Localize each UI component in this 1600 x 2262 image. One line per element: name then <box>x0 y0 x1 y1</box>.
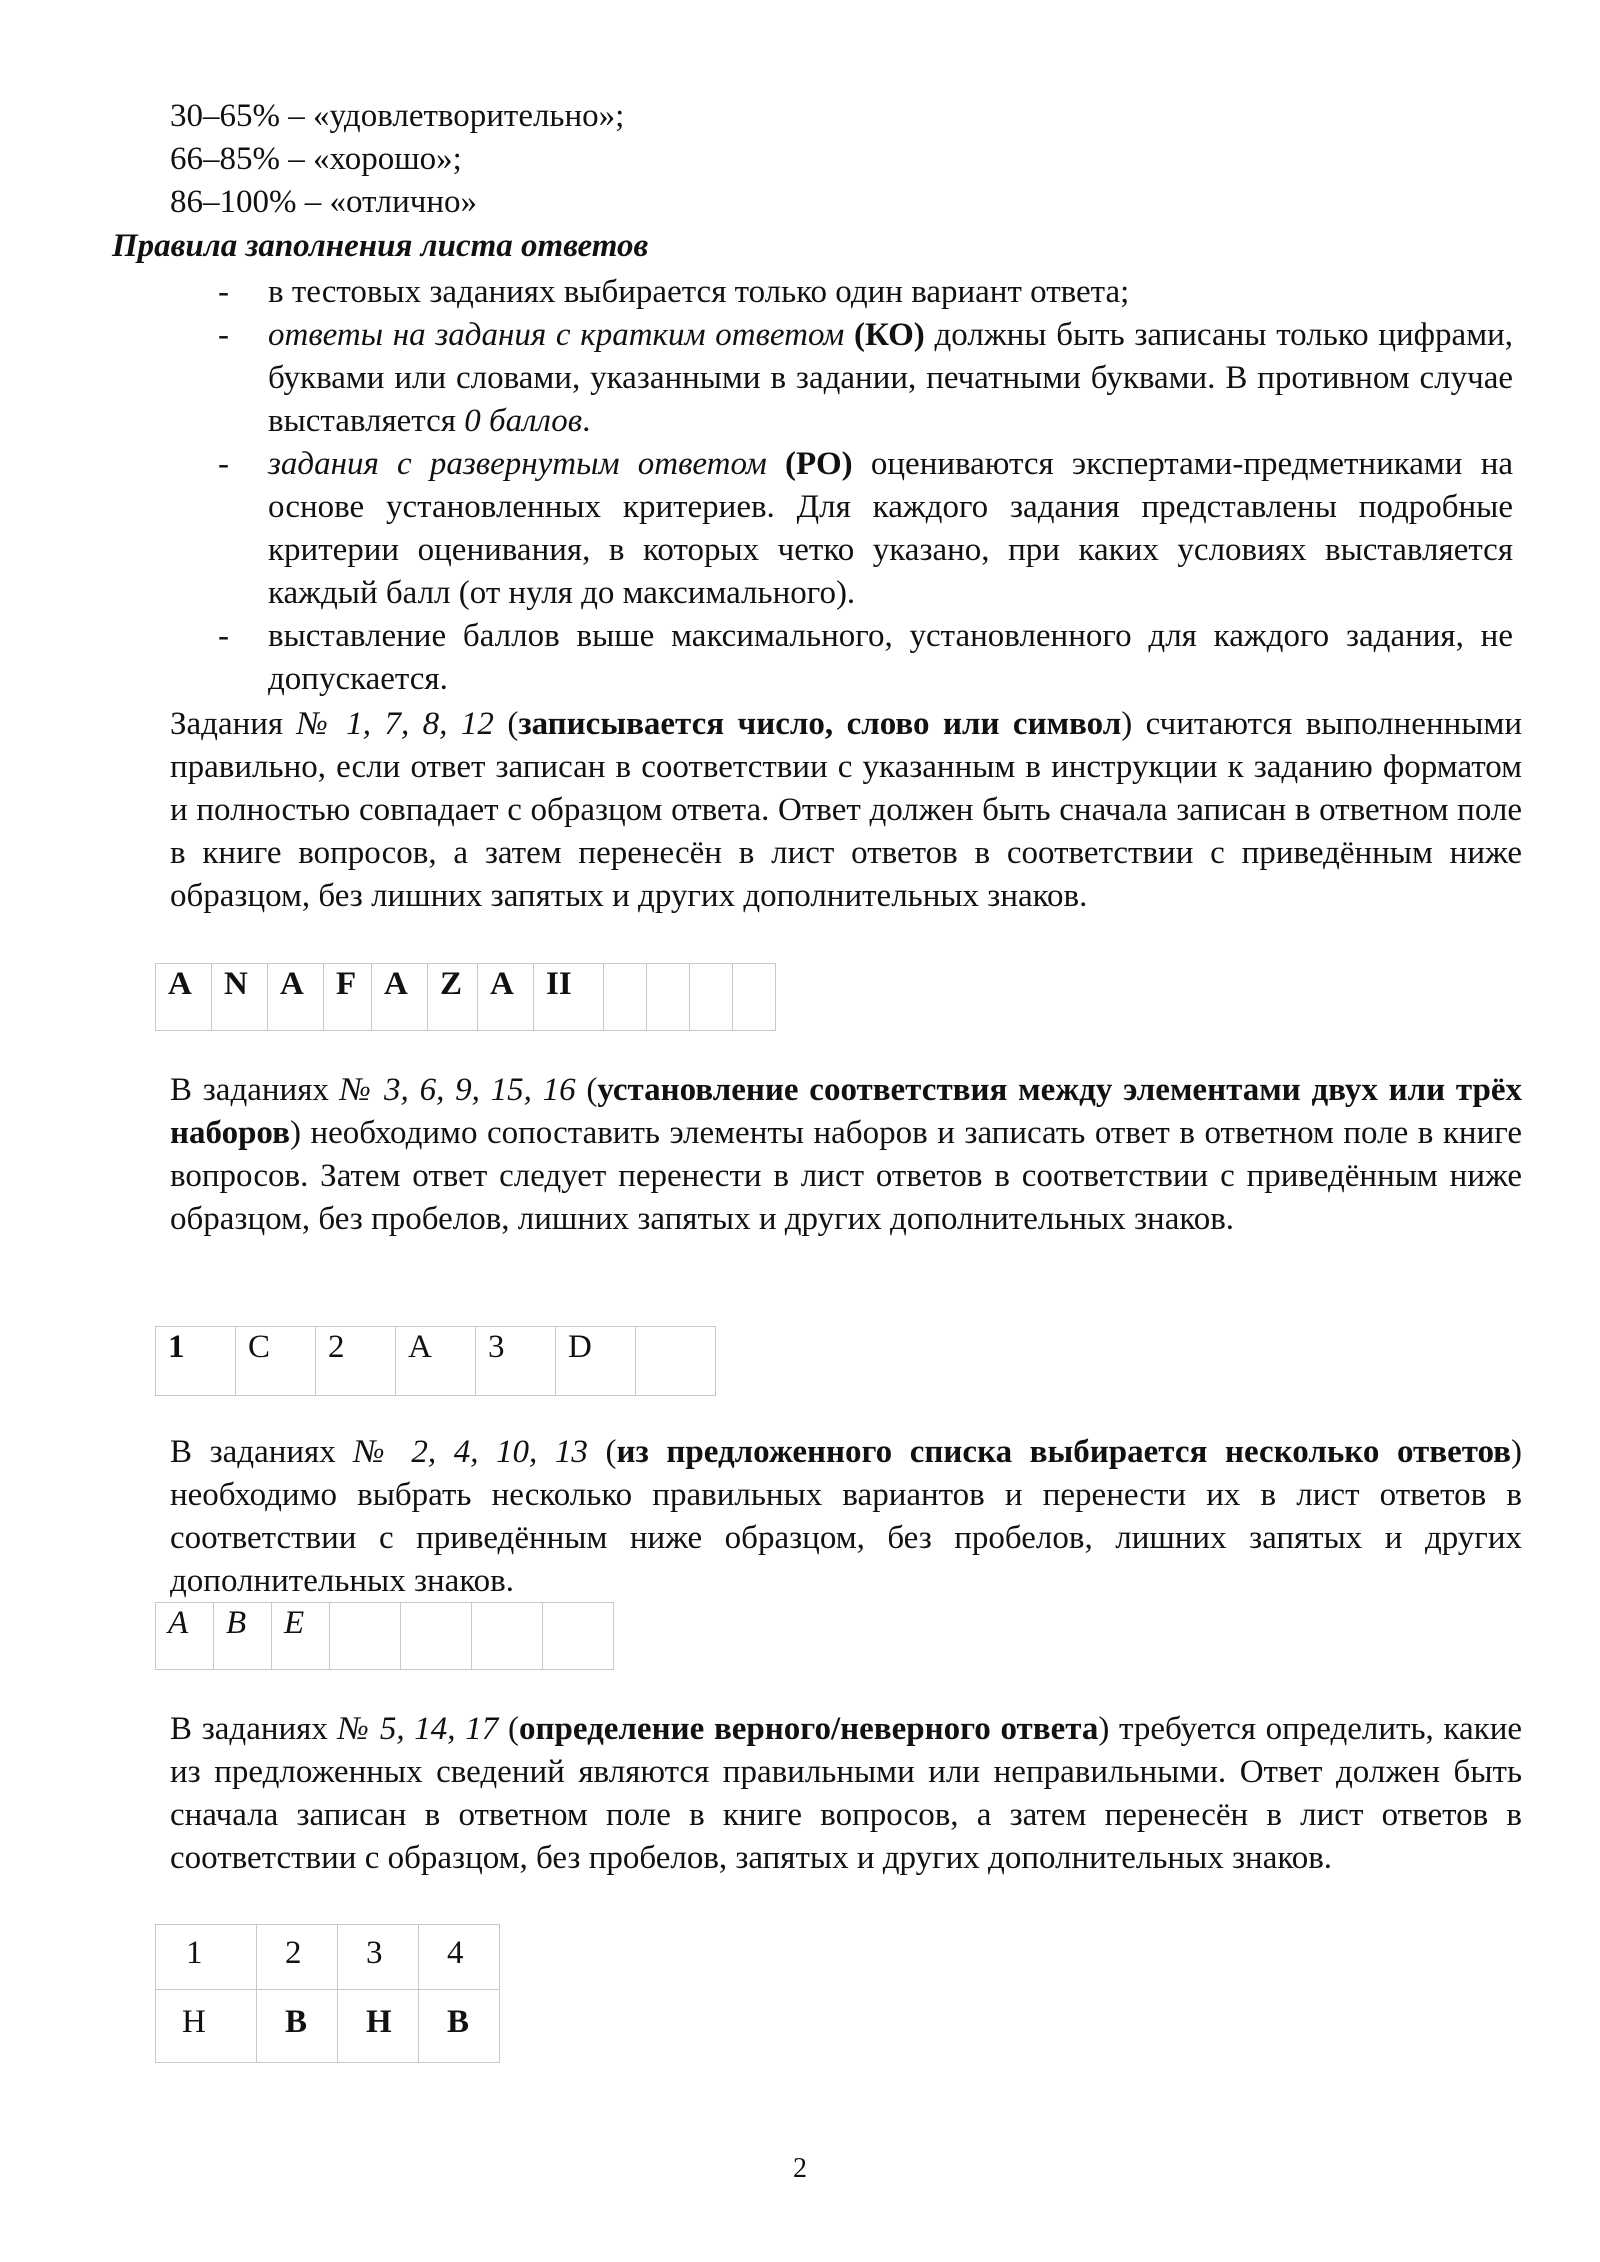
rule-italic-zero: 0 баллов <box>464 403 583 439</box>
grade-line-good: 66–85% – «хорошо»; <box>170 141 462 177</box>
table-cell: A <box>156 1603 214 1670</box>
rule-item-1 <box>218 271 1513 314</box>
para-text: ) необходимо сопоставить элементы наборов и записать ответ в ответном поле в книге вопросов. Затем ответ следует перенести в лист ответов в соответствии с приведённым ниже образцом, без пробелов, лишних запятых и других дополнительных знаков. <box>170 1115 1522 1237</box>
paragraph-multiple-choice <box>170 1431 1522 1603</box>
list-dash: - <box>218 446 229 482</box>
task-numbers: № 3, 6, 9, 15, 16 <box>339 1072 576 1108</box>
table-cell <box>647 964 690 1031</box>
table-header-cell: 3 <box>338 1925 419 1990</box>
table-value-cell: В <box>257 1990 338 2063</box>
table-cell <box>604 964 647 1031</box>
rule-bold: (РО) <box>785 446 853 482</box>
para-prefix: Задания <box>170 706 284 742</box>
table-value-cell: Н <box>156 1990 257 2063</box>
table-cell: A <box>372 964 428 1031</box>
para-text: ) требуется определить, какие из предложенных сведений являются правильными или неправильными. Ответ должен быть сначала записан в ответном поле в книге вопросов, а затем перенесён в лист ответов в соответствии с образцом, без пробелов, запятых и других дополнительных знаков. <box>170 1711 1523 1876</box>
table-cell <box>733 964 776 1031</box>
table-cell <box>690 964 733 1031</box>
para-open: ( <box>507 1711 519 1747</box>
para-open: ( <box>507 706 519 742</box>
rule-text: должны быть записаны только цифрами, буквами или словами, указанными в задании, печатными буквами. В противном случае выставляется <box>268 317 1513 439</box>
table-cell <box>636 1327 716 1396</box>
table-value-cell: Н <box>338 1990 419 2063</box>
task-type: из предложенного списка выбирается несколько ответов <box>616 1434 1511 1470</box>
table-cell: 2 <box>316 1327 396 1396</box>
para-text: ) необходимо выбрать несколько правильных вариантов и перенести их в лист ответов в соответствии с приведённым ниже образцом, без пробелов, лишних запятых и других дополнительных знаков. <box>170 1434 1522 1599</box>
rule-text: в тестовых заданиях выбирается только один вариант ответа; <box>268 274 1130 310</box>
paragraph-short-answer <box>170 703 1522 918</box>
rule-end: . <box>582 403 591 439</box>
sample-table-matching <box>155 1326 716 1396</box>
rule-text: оцениваются экспертами-предметниками на основе установленных критериев. Для каждого задания представлены подробные критерии оценивания, в которых четко указано, при каких условиях выставляется каждый балл (от нуля до максимального). <box>268 446 1514 611</box>
table-header-cell: 4 <box>419 1925 500 1990</box>
rule-item-3 <box>218 443 1514 615</box>
list-dash: - <box>218 317 229 353</box>
para-text: ) считаются выполненными правильно, если ответ записан в соответствии с указанным в инструкции к заданию форматом и полностью совпадает с образцом ответа. Ответ должен быть сначала записан в ответном поле в книге вопросов, а затем перенесён в лист ответов в соответствии с приведённым ниже образцом, без лишних запятых и других дополнительных знаков. <box>170 706 1522 914</box>
rule-item-2 <box>218 314 1513 443</box>
list-dash: - <box>218 618 229 654</box>
page-number: 2 <box>793 2153 807 2184</box>
grade-line-excellent: 86–100% – «отлично» <box>170 184 478 220</box>
table-cell: A <box>268 964 324 1031</box>
table-cell: C <box>236 1327 316 1396</box>
table-cell: N <box>212 964 268 1031</box>
table-cell: A <box>156 964 212 1031</box>
rule-text: выставление баллов выше максимального, установленного для каждого задания, не допускается. <box>268 618 1513 697</box>
table-cell <box>330 1603 401 1670</box>
para-open: ( <box>605 1434 617 1470</box>
sample-table-multiple <box>155 1602 614 1670</box>
table-header-cell: 2 <box>257 1925 338 1990</box>
table-cell: A <box>396 1327 476 1396</box>
para-open: ( <box>586 1072 598 1108</box>
table-cell: F <box>324 964 372 1031</box>
sample-table-true-false <box>155 1924 500 2063</box>
task-numbers: № 1, 7, 8, 12 <box>296 706 494 742</box>
task-type: определение верного/неверного ответа <box>518 1711 1099 1747</box>
task-type: записывается число, слово или символ <box>518 706 1122 742</box>
grade-line-satisfactory: 30–65% – «удовлетворительно»; <box>170 98 625 134</box>
rule-italic: задания с развернутым ответом <box>268 446 767 482</box>
table-cell: A <box>478 964 534 1031</box>
paragraph-true-false <box>170 1708 1522 1880</box>
task-type: установление соответствия между элементами двух или трёх наборов <box>170 1072 1523 1151</box>
task-numbers: № 5, 14, 17 <box>337 1711 499 1747</box>
table-cell <box>472 1603 543 1670</box>
table-value-cell: В <box>419 1990 500 2063</box>
table-cell <box>401 1603 472 1670</box>
para-prefix: В заданиях <box>170 1711 328 1747</box>
list-dash: - <box>218 274 229 310</box>
table-cell: B <box>214 1603 272 1670</box>
table-cell <box>543 1603 614 1670</box>
table-cell: E <box>272 1603 330 1670</box>
table-cell: 3 <box>476 1327 556 1396</box>
table-cell: II <box>534 964 604 1031</box>
rule-italic: ответы на задания с кратким ответом <box>268 317 845 353</box>
table-cell: 1 <box>156 1327 236 1396</box>
table-cell: Z <box>428 964 478 1031</box>
rule-bold: (КО) <box>854 317 925 353</box>
sample-table-letters <box>155 963 776 1031</box>
task-numbers: № 2, 4, 10, 13 <box>353 1434 588 1470</box>
rule-item-4 <box>218 615 1513 701</box>
para-prefix: В заданиях <box>170 1434 336 1470</box>
table-header-cell: 1 <box>156 1925 257 1990</box>
paragraph-matching <box>170 1069 1522 1241</box>
para-prefix: В заданиях <box>170 1072 329 1108</box>
section-heading: Правила заполнения листа ответов <box>112 228 649 264</box>
table-cell: D <box>556 1327 636 1396</box>
